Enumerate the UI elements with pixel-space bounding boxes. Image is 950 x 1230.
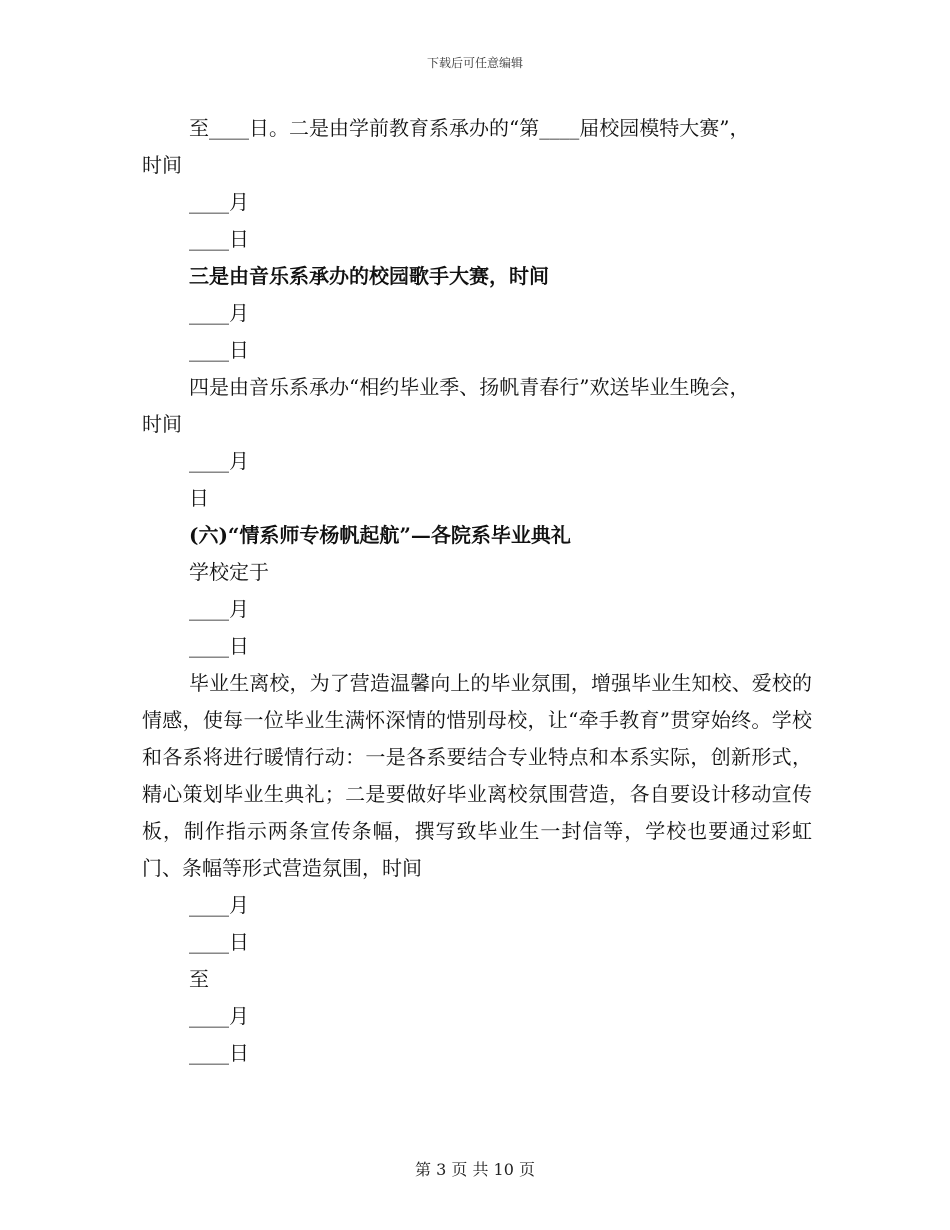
page-header: 下载后可任意编辑	[426, 56, 523, 70]
body-paragraph: 毕业生离校，为了营造温馨向上的毕业氛围，增强毕业生知校、爱校的情感，使每一位毕业生满怀深情的惜别母校，让“牵手教育”贯穿始终。学校和各系将进行暖情行动：一是各系要结合专业特点和本系实际，创新形式，精心策划毕业生典礼；二是要做好毕业离校氛围营造，各自要设计移动宣传板，制作指示两条宣传条幅，撰写致毕业生一封信等，学校也要通过彩虹门、条幅等形式营造氛围，时间	[142, 671, 812, 880]
text-line: 四是由音乐系承办“相约毕业季、扬帆青春行”欢送毕业生晚会，	[189, 375, 750, 399]
document-body	[142, 110, 812, 1072]
text-line: 至____日。二是由学前教育系承办的“第____届校园模特大赛”，	[189, 116, 750, 140]
text-line: ____日	[189, 227, 249, 251]
text-line: 日	[189, 486, 209, 510]
text-line: 学校定于	[189, 560, 269, 584]
text-line: ____日	[189, 338, 249, 362]
section-line: 三是由音乐系承办的校园歌手大赛，时间	[189, 264, 549, 288]
text-line: ____月	[189, 301, 249, 325]
text-line: ____日	[189, 1041, 249, 1065]
text-line: 时间	[142, 153, 182, 177]
section-heading: (六)“情系师专杨帆起航”—各院系毕业典礼	[189, 523, 571, 547]
text-line: ____月	[189, 893, 249, 917]
text-line: ____日	[189, 634, 249, 658]
text-line: 至	[189, 967, 209, 991]
text-line: ____月	[189, 190, 249, 214]
text-line: ____月	[189, 597, 249, 621]
text-line: ____月	[189, 449, 249, 473]
page-footer: 第 3 页 共 10 页	[415, 1160, 535, 1179]
text-line: ____月	[189, 1004, 249, 1028]
text-line: ____日	[189, 930, 249, 954]
text-line: 时间	[142, 412, 182, 436]
